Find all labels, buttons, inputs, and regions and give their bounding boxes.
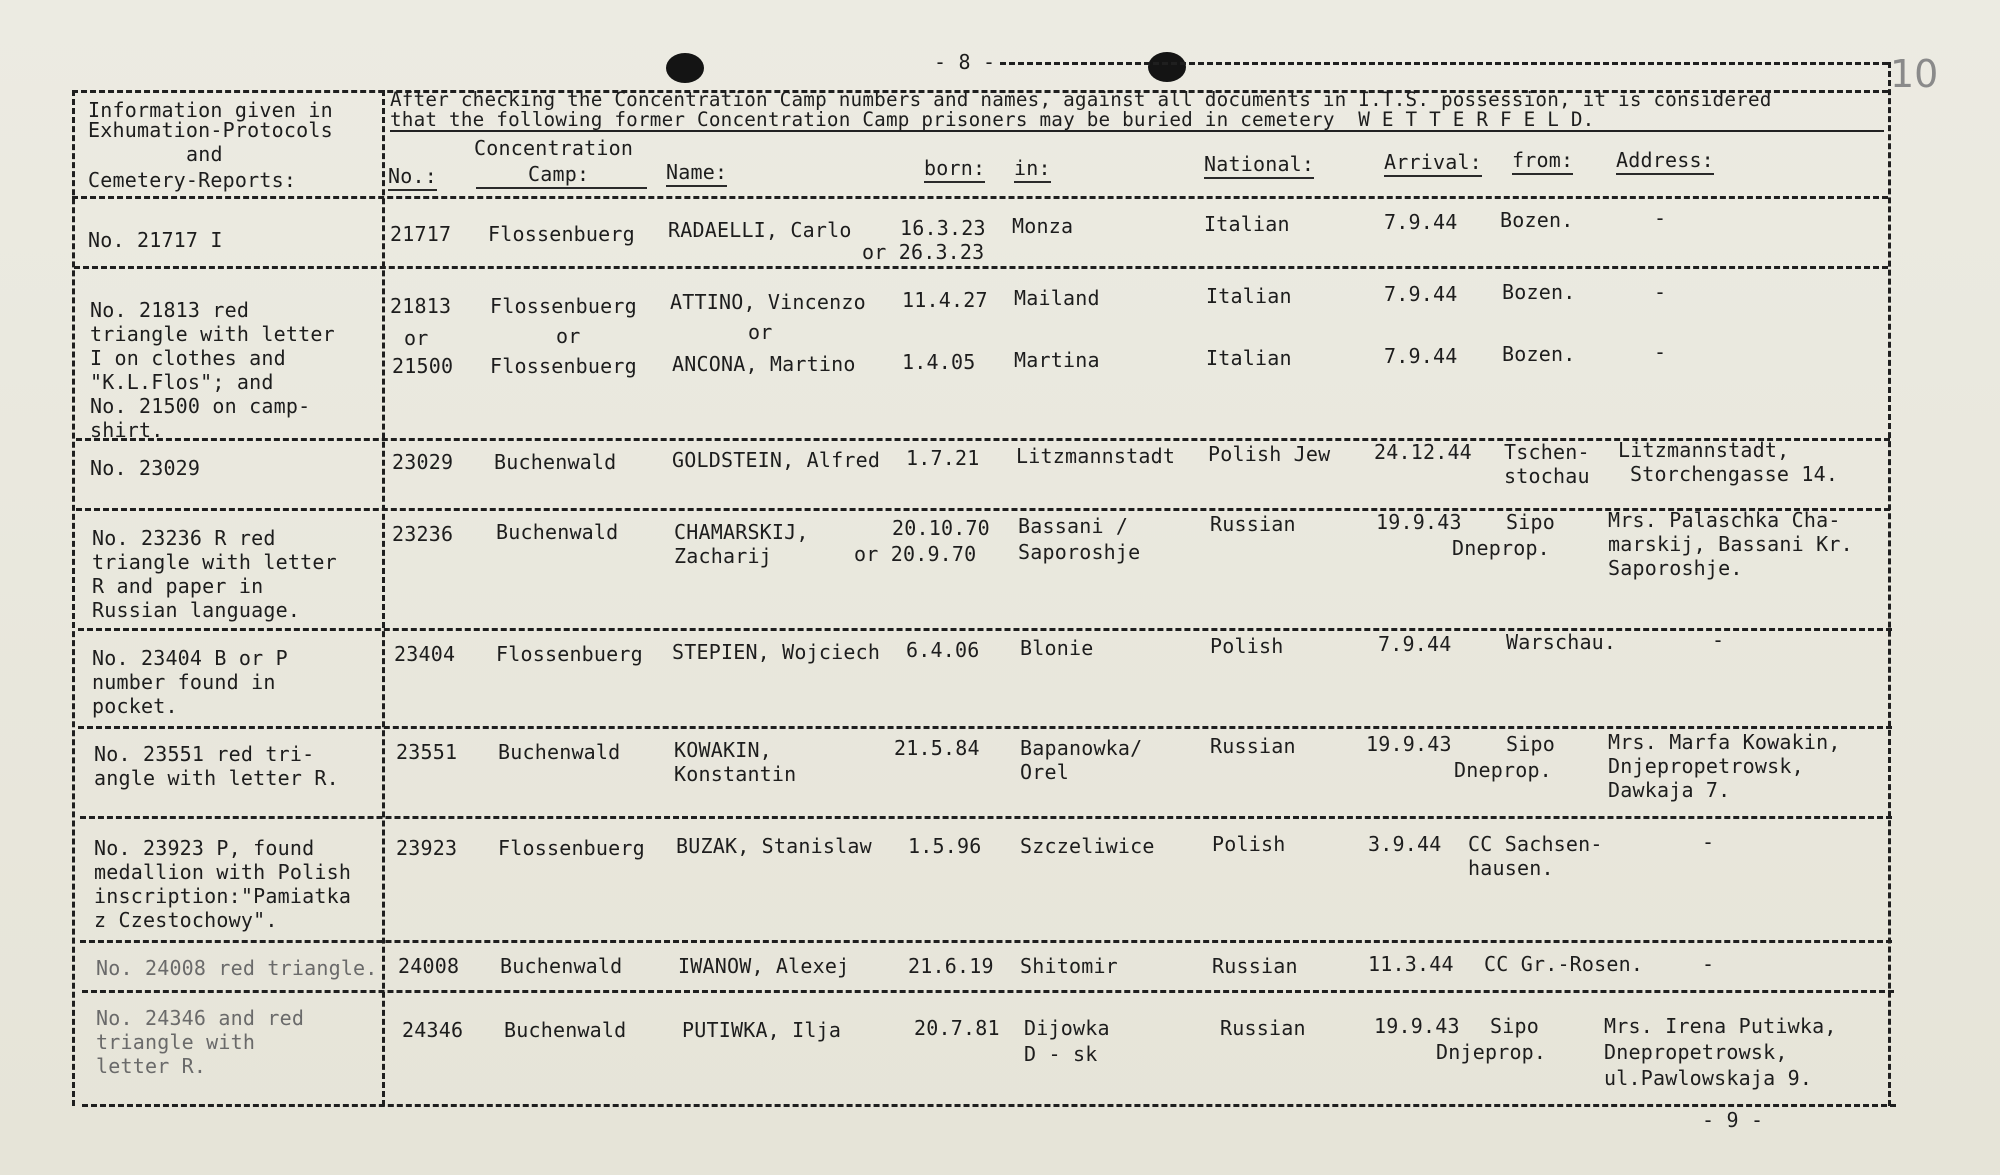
nationality: Russian [1220,1016,1306,1040]
row-info: No. 23236 R red [92,526,276,550]
camp: Buchenwald [498,740,621,764]
camp: Flossenbuerg [498,836,645,860]
birthplace: D - sk [1024,1042,1098,1066]
row-info: Russian language. [92,598,301,622]
address: Dnjepropetrowsk, [1608,754,1804,778]
page-number-bottom: - 9 - [1702,1108,1764,1132]
address: Mrs. Marfa Kowakin, [1608,730,1841,754]
arrival: 24.12.44 [1374,440,1472,464]
row-info: triangle with letter [90,322,335,346]
row-info: pocket. [92,694,178,718]
birthplace: Shitomir [1020,954,1118,978]
nationality: Italian [1206,346,1292,370]
intro-line-2: that the following former Concentration Camp prisoners may be buried in cemetery W E T T E R F E L D. [390,108,1595,131]
row-divider-6 [80,816,1892,819]
address: - [1702,830,1715,854]
row-info: R and paper in [92,574,264,598]
birthplace: Bapanowka/ [1020,736,1143,760]
camp-or: or [556,324,581,348]
from: stochau [1504,464,1590,488]
arrival: 7.9.44 [1384,344,1458,368]
info-header-line-4: Cemetery-Reports: [88,168,297,192]
from: CC Sachsen- [1468,832,1603,856]
name: BUZAK, Stanislaw [676,834,872,858]
prisoner-number: 21813 [390,294,452,318]
left-border [72,90,75,1106]
row-info: letter R. [96,1054,207,1078]
name: PUTIWKA, Ilja [682,1018,842,1042]
name: ANCONA, Martino [672,352,856,376]
row-info: medallion with Polish [94,860,352,884]
nationality: Russian [1210,512,1296,536]
punch-hole-right [1148,52,1186,82]
camp: Flossenbuerg [488,222,635,246]
row-info: No. 23551 red tri- [94,742,315,766]
from: Sipo [1506,732,1555,756]
row-info: "K.L.Flos"; and [90,370,274,394]
arrival: 7.9.44 [1384,282,1458,306]
camp: Buchenwald [496,520,619,544]
prisoner-number: 23923 [396,836,458,860]
name: GOLDSTEIN, Alfred [672,448,881,472]
born: 1.5.96 [908,834,982,858]
from: Sipo [1506,510,1555,534]
from: Dnjeprop. [1436,1040,1547,1064]
arrival: 19.9.43 [1374,1014,1460,1038]
prisoner-number: 24346 [402,1018,464,1042]
name: KOWAKIN, [674,738,772,762]
name: Konstantin [674,762,797,786]
arrival: 19.9.43 [1366,732,1452,756]
born-alt: or 20.9.70 [854,542,977,566]
arrival: 11.3.44 [1368,952,1454,976]
header-no: No.: [388,164,437,191]
prisoner-number: 23551 [396,740,458,764]
bottom-border [82,1104,1896,1107]
header-from: from: [1512,148,1573,175]
info-header-line-3: and [186,142,223,166]
row-info: No. 21717 I [88,228,223,252]
arrival: 3.9.44 [1368,832,1442,856]
prisoner-number: 23236 [392,522,454,546]
name: ATTINO, Vincenzo [670,290,866,314]
row-info: number found in [92,670,276,694]
nationality: Italian [1206,284,1292,308]
row-divider-1 [74,266,1888,269]
nationality: Polish [1212,832,1286,856]
header-camp-line-2: Camp: [476,162,647,189]
born: 21.6.19 [908,954,994,978]
birthplace: Monza [1012,214,1074,238]
camp: Buchenwald [494,450,617,474]
header-camp-line-1: Concentration [474,136,634,160]
intro-line-1: After checking the Concentration Camp numbers and names, against all documents in I.T.S. possession, it is considered [390,88,1772,111]
from: Tschen- [1504,440,1590,464]
camp: Buchenwald [504,1018,627,1042]
header-address: Address: [1616,148,1714,175]
from: Dneprop. [1454,758,1552,782]
from: Warschau. [1506,630,1617,654]
header-national: National: [1204,152,1314,179]
row-info: No. 21500 on camp- [90,394,311,418]
camp: Flossenbuerg [496,642,643,666]
birthplace: Blonie [1020,636,1094,660]
born: 1.4.05 [902,350,976,374]
from: Bozen. [1502,342,1576,366]
name: STEPIEN, Wojciech [672,640,881,664]
row-info: No. 23029 [90,456,201,480]
birthplace: Szczeliwice [1020,834,1155,858]
name: CHAMARSKIJ, [674,520,809,544]
row-info: No. 21813 red [90,298,250,322]
top-right-edge [1000,62,1888,65]
row-info: z Czestochowy". [94,908,278,932]
address: Dawkaja 7. [1608,778,1731,802]
prisoner-number: 24008 [398,954,460,978]
arrival: 7.9.44 [1378,632,1452,656]
born: 20.7.81 [914,1016,1000,1040]
nationality: Italian [1204,212,1290,236]
nationality: Russian [1212,954,1298,978]
name: Zacharij [674,544,772,568]
birthplace: Orel [1020,760,1069,784]
born: 21.5.84 [894,736,980,760]
from: Bozen. [1500,208,1574,232]
header-arrival: Arrival: [1384,150,1482,177]
prisoner-number: 23029 [392,450,454,474]
row-divider-5 [78,726,1892,729]
row-info: No. 24008 red triangle. [96,956,378,980]
row-info: triangle with [96,1030,256,1054]
address: - [1654,206,1667,230]
row-info: angle with letter R. [94,766,339,790]
header-divider [72,196,1888,199]
from: hausen. [1468,856,1554,880]
address: - [1702,952,1715,976]
nationality: Russian [1210,734,1296,758]
born: 20.10.70 [892,516,990,540]
born: 11.4.27 [902,288,988,312]
row-divider-8 [82,990,1894,993]
name: RADAELLI, Carlo [668,218,852,242]
birthplace: Dijowka [1024,1016,1110,1040]
address: Saporoshje. [1608,556,1743,580]
intro-underline [390,130,1884,132]
row-info: No. 23404 B or P [92,646,288,670]
name: IWANOW, Alexej [678,954,850,978]
row-info: No. 23923 P, found [94,836,315,860]
address: Mrs. Palaschka Cha- [1608,508,1841,532]
address: Dnepropetrowsk, [1604,1040,1788,1064]
name-or: or [748,320,773,344]
row-divider-4 [78,628,1892,631]
birthplace: Saporoshje [1018,540,1141,564]
from: Bozen. [1502,280,1576,304]
prisoner-number: 23404 [394,642,456,666]
address: - [1654,280,1667,304]
address: - [1654,340,1667,364]
birthplace: Litzmannstadt [1016,444,1176,468]
row-info: triangle with letter [92,550,337,574]
prisoner-number: 21500 [392,354,454,378]
corner-number: 10 [1890,52,1939,96]
row-info: I on clothes and [90,346,286,370]
from: Sipo [1490,1014,1539,1038]
header-name: Name: [666,160,727,187]
camp: Flossenbuerg [490,294,637,318]
right-border [1888,62,1891,1106]
address: Litzmannstadt, [1618,438,1790,462]
header-in: in: [1014,156,1051,183]
birthplace: Mailand [1014,286,1100,310]
punch-hole-left [666,53,704,83]
arrival: 7.9.44 [1384,210,1458,234]
prisoner-number-or: or [404,326,429,350]
arrival: 19.9.43 [1376,510,1462,534]
address: Storchengasse 14. [1630,462,1839,486]
page-number-top: - 8 - [934,50,996,74]
info-header-line-2: Exhumation-Protocols [88,118,333,142]
birthplace: Martina [1014,348,1100,372]
born: 16.3.23 [900,216,986,240]
row-info: shirt. [90,418,164,442]
born-alt: or 26.3.23 [862,240,985,264]
born: 1.7.21 [906,446,980,470]
row-info: No. 24346 and red [96,1006,305,1030]
address: marskij, Bassani Kr. [1608,532,1853,556]
camp: Buchenwald [500,954,623,978]
born: 6.4.06 [906,638,980,662]
header-born: born: [924,156,985,183]
birthplace: Bassani / [1018,514,1129,538]
address: ul.Pawlowskaja 9. [1604,1066,1813,1090]
camp: Flossenbuerg [490,354,637,378]
prisoner-number: 21717 [390,222,452,246]
nationality: Polish [1210,634,1284,658]
from: CC Gr.-Rosen. [1484,952,1644,976]
row-info: inscription:"Pamiatka [94,884,352,908]
row-divider-7 [80,940,1892,943]
address: Mrs. Irena Putiwka, [1604,1014,1837,1038]
address: - [1712,628,1725,652]
from: Dneprop. [1452,536,1550,560]
info-column-divider [382,90,385,1106]
nationality: Polish Jew [1208,442,1331,466]
info-header-line-1: Information given in [88,98,333,122]
